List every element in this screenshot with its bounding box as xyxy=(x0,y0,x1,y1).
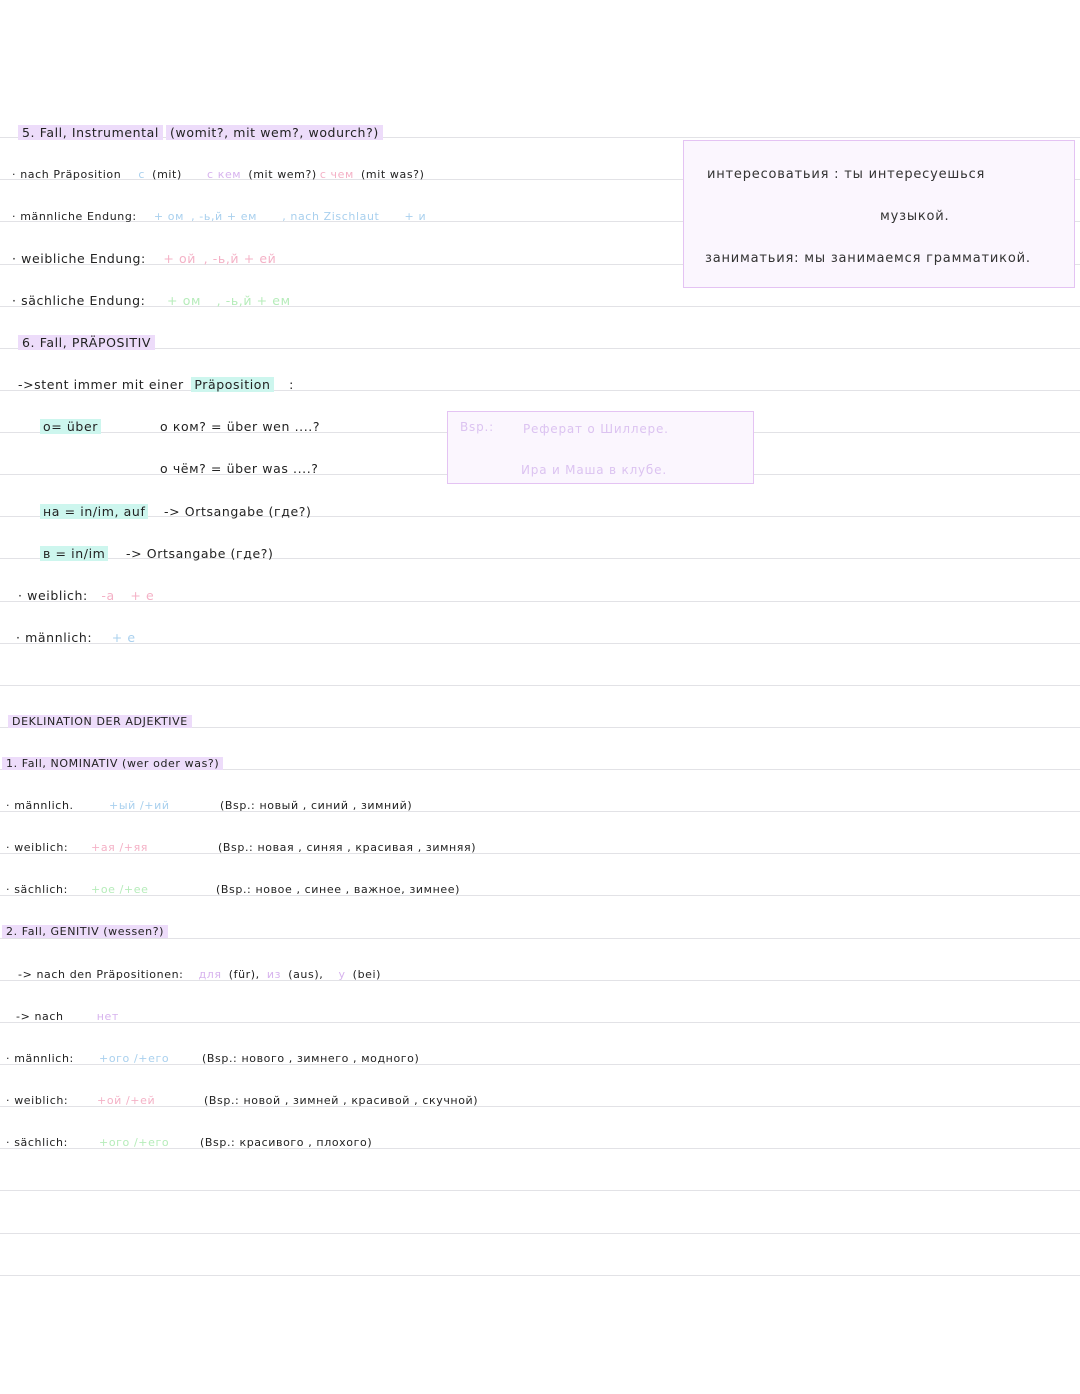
genitiv-n-label: · sächlich: xyxy=(6,1136,68,1149)
prepositiv-feminine-line xyxy=(18,588,157,604)
prepositiv-na-line xyxy=(40,504,314,520)
ruled-line xyxy=(0,1190,1080,1191)
prepositiv-f-ending-2: + е xyxy=(130,588,155,603)
prepositiv-o-kom: о ком? = über wen ....? xyxy=(160,419,321,434)
example-box xyxy=(447,411,754,484)
prepositiv-heading-line xyxy=(18,335,158,351)
genitiv-n-ending: +ого /+его xyxy=(99,1136,170,1149)
prepositiv-o-label-line xyxy=(40,419,104,435)
note-line-2: музыкой. xyxy=(880,209,950,224)
instrumental-heading-line xyxy=(18,125,386,141)
genitiv-masculine-line xyxy=(6,1051,422,1067)
genitiv-bei: (bei) xyxy=(352,968,382,981)
genitiv-fuer: (für), xyxy=(228,968,260,981)
instrumental-heading: 5. Fall, Instrumental xyxy=(18,125,163,140)
instrumental-m-ending-3: , nach Zischlaut xyxy=(282,210,380,223)
ruled-line xyxy=(0,1275,1080,1276)
note-line-3: заниматьия: мы занимаемся грамматикой. xyxy=(705,251,1031,266)
instrumental-n-ending-2: , -ь,й + ем xyxy=(216,293,291,308)
nominativ-m-ending: +ый /+ий xyxy=(109,799,170,812)
genitiv-f-ending: +ой /+ей xyxy=(97,1094,156,1107)
genitiv-prepositions-line xyxy=(18,967,384,983)
nominativ-f-examples: (Bsp.: новая , синяя , красивая , зимняя) xyxy=(218,841,477,854)
prepositiv-rule-text: ->stent immer mit einer xyxy=(18,377,184,392)
prep-chem: с чем xyxy=(319,168,354,181)
genitiv-f-examples: (Bsp.: новой , зимней , красивой , скучной) xyxy=(204,1094,479,1107)
nominativ-masculine-line xyxy=(6,798,415,814)
instrumental-question: (womit?, mit wem?, wodurch?) xyxy=(166,125,383,140)
nominativ-n-label: · sächlich: xyxy=(6,883,68,896)
nominativ-f-label: · weiblich: xyxy=(6,841,69,854)
ruled-line xyxy=(0,1022,1080,1023)
prepositiv-rule-line xyxy=(18,377,297,393)
prepositiv-o-kom-line xyxy=(160,419,323,435)
instrumental-m-label: · männliche Endung: xyxy=(12,210,137,223)
prepositiv-v-label: в = in/im xyxy=(40,546,108,561)
nominativ-m-examples: (Bsp.: новый , синий , зимний) xyxy=(220,799,413,812)
nominativ-neuter-line xyxy=(6,882,463,898)
genitiv-dlya: для xyxy=(198,968,222,981)
instrumental-prep-label: · nach Präposition xyxy=(12,168,122,181)
genitiv-neuter-line xyxy=(6,1135,375,1151)
prepositiv-na-label: на = in/im, auf xyxy=(40,504,148,519)
instrumental-feminine-line xyxy=(12,251,279,267)
prepositiv-heading: 6. Fall, PRÄPOSITIV xyxy=(18,335,155,350)
prep-mitwem: (mit wem?) xyxy=(248,168,317,181)
genitiv-net: нет xyxy=(96,1010,119,1023)
verb-note-box xyxy=(683,140,1075,288)
genitiv-prep-label: -> nach den Präpositionen: xyxy=(18,968,184,981)
prepositiv-f-label: · weiblich: xyxy=(18,588,88,603)
prep-kem: с кем xyxy=(206,168,242,181)
prepositiv-m-label: · männlich: xyxy=(16,630,93,645)
adjektive-heading: DEKLINATION DER ADJEKTIVE xyxy=(8,715,192,728)
prepositiv-na-text: -> Ortsangabe (где?) xyxy=(164,504,312,519)
instrumental-f-label: · weibliche Endung: xyxy=(12,251,146,266)
instrumental-f-ending-2: , -ь,й + ей xyxy=(203,251,277,266)
prepositiv-o-chem: о чём? = über was ....? xyxy=(160,461,319,476)
nominativ-heading: 1. Fall, NOMINATIV (wer oder was?) xyxy=(2,757,223,770)
genitiv-m-ending: +ого /+его xyxy=(99,1052,170,1065)
instrumental-m-ending-2: , -ь,й + ем xyxy=(191,210,258,223)
prepositiv-v-line xyxy=(40,546,276,562)
genitiv-f-label: · weiblich: xyxy=(6,1094,69,1107)
example-line-1: Реферат о Шиллере. xyxy=(523,422,669,436)
genitiv-net-label: -> nach xyxy=(16,1010,64,1023)
note-line-1: интересоватьия : ты интересуешься xyxy=(707,167,986,182)
ruled-line xyxy=(0,1233,1080,1234)
genitiv-net-line xyxy=(16,1009,122,1025)
prep-mit: (mit) xyxy=(152,168,182,181)
genitiv-heading-line xyxy=(2,924,171,940)
ruled-line xyxy=(0,643,1080,644)
genitiv-aus: (aus), xyxy=(288,968,324,981)
ruled-line xyxy=(0,601,1080,602)
nominativ-n-examples: (Bsp.: новое , синее , важное, зимнее) xyxy=(216,883,460,896)
genitiv-m-examples: (Bsp.: нового , зимнего , модного) xyxy=(202,1052,420,1065)
prep-mitwas: (mit was?) xyxy=(361,168,425,181)
genitiv-m-label: · männlich: xyxy=(6,1052,74,1065)
ruled-line xyxy=(0,348,1080,349)
prepositiv-rule-highlight: Präposition xyxy=(191,377,273,392)
genitiv-heading: 2. Fall, GENITIV (wessen?) xyxy=(2,925,168,938)
nominativ-feminine-line xyxy=(6,840,479,856)
prepositiv-f-ending-1: -а xyxy=(101,588,115,603)
instrumental-m-ending-1: + ом xyxy=(153,210,184,223)
instrumental-n-ending-1: + ом xyxy=(167,293,201,308)
prepositiv-rule-colon: : xyxy=(289,377,294,392)
instrumental-neuter-line xyxy=(12,293,294,309)
instrumental-masculine-line xyxy=(12,209,429,225)
prepositiv-o-label: o= über xyxy=(40,419,101,434)
instrumental-n-label: · sächliche Endung: xyxy=(12,293,146,308)
genitiv-n-examples: (Bsp.: красивого , плохого) xyxy=(200,1136,373,1149)
nominativ-f-ending: +ая /+яя xyxy=(91,841,149,854)
instrumental-preposition-line xyxy=(12,167,428,183)
nominativ-heading-line xyxy=(2,756,226,772)
prepositiv-masculine-line xyxy=(16,630,139,646)
prep-c: с xyxy=(138,168,146,181)
prepositiv-m-ending-1: + е xyxy=(111,630,136,645)
instrumental-m-ending-4: + и xyxy=(404,210,427,223)
genitiv-feminine-line xyxy=(6,1093,481,1109)
example-line-2: Ира и Маша в клубе. xyxy=(521,463,667,477)
nominativ-n-ending: +ое /+ее xyxy=(91,883,149,896)
adjektive-heading-line xyxy=(8,714,195,730)
genitiv-iz: из xyxy=(266,968,282,981)
ruled-line xyxy=(0,685,1080,686)
instrumental-f-ending-1: + ой xyxy=(163,251,197,266)
example-bsp: Bsp.: xyxy=(460,420,494,434)
genitiv-u: у xyxy=(338,968,346,981)
prepositiv-v-text: -> Ortsangabe (где?) xyxy=(126,546,274,561)
prepositiv-o-chem-line xyxy=(160,461,322,477)
nominativ-m-label: · männlich. xyxy=(6,799,74,812)
